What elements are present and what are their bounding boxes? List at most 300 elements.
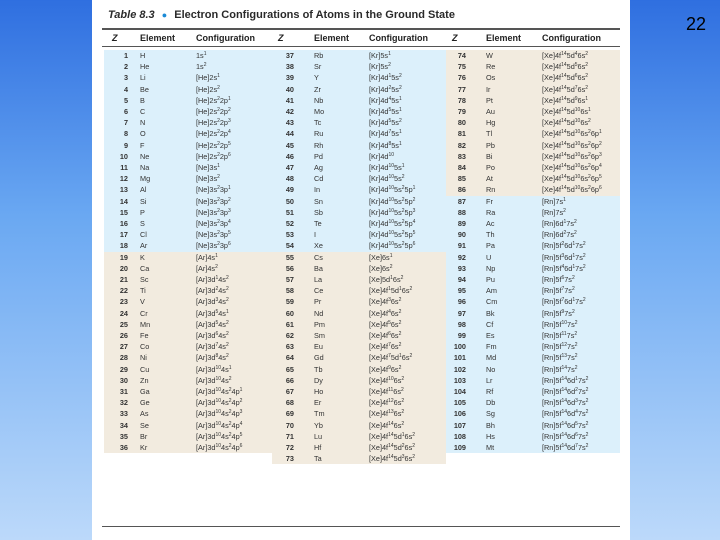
atomic-number: 46 xyxy=(285,151,294,161)
table-row xyxy=(92,95,630,106)
element-symbol: Te xyxy=(314,219,322,228)
element-symbol: Hf xyxy=(314,443,322,452)
atomic-number: 44 xyxy=(285,129,294,139)
element-symbol: Ho xyxy=(314,387,324,396)
element-symbol: Se xyxy=(140,420,149,430)
atomic-number: 94 xyxy=(457,275,466,284)
atomic-number: 97 xyxy=(457,308,466,318)
electron-configuration: $[Xe]4f^{14}6s^2$ xyxy=(369,420,405,430)
element-symbol: Sg xyxy=(486,409,495,419)
element-symbol: V xyxy=(140,297,145,307)
element-symbol: Ce xyxy=(314,286,324,296)
electron-configuration: $[Xe]4f^{14}5d^96s^1$ xyxy=(542,95,589,105)
electron-configuration: $[Ar]3d^84s^2$ xyxy=(196,353,229,363)
element-symbol: Sc xyxy=(140,275,149,284)
bottom-rule xyxy=(102,526,620,527)
electron-configuration: $[Rn]5f^{14}6d^57s^2$ xyxy=(542,420,589,430)
element-symbol: As xyxy=(140,409,149,419)
element-symbol: Xe xyxy=(314,241,323,251)
table-row xyxy=(92,229,630,240)
element-symbol: Hs xyxy=(486,431,495,441)
element-symbol: Er xyxy=(314,398,322,408)
element-symbol: Po xyxy=(486,163,495,172)
electron-configuration: $[Rn]7s^2$ xyxy=(542,207,566,217)
atomic-number: 81 xyxy=(457,129,466,139)
element-symbol: Fm xyxy=(486,342,497,352)
element-symbol: Pu xyxy=(486,275,495,284)
electron-configuration: $[Rn]6d^27s^2$ xyxy=(542,230,577,240)
atomic-number: 103 xyxy=(453,375,466,385)
element-symbol: In xyxy=(314,185,321,195)
atomic-number: 86 xyxy=(457,185,466,195)
electron-configuration: $[Xe]4f^75d^16s^2$ xyxy=(369,353,413,363)
table-row xyxy=(92,397,630,408)
electron-configuration: $1s^2$ xyxy=(196,62,207,72)
electron-configuration: $[Xe]4f^15d^16s^2$ xyxy=(369,286,413,296)
atomic-number: 39 xyxy=(285,73,294,83)
element-symbol: Kr xyxy=(140,443,148,452)
atomic-number: 12 xyxy=(119,174,128,184)
element-symbol: Bh xyxy=(486,420,495,430)
electron-configuration: $[Rn]5f^{14}6d^37s^2$ xyxy=(542,398,589,408)
table-row xyxy=(92,308,630,319)
atomic-number: 5 xyxy=(123,95,128,105)
electron-configuration: $1s^1$ xyxy=(196,51,207,60)
electron-configuration: $[Ar]3d^54s^1$ xyxy=(196,308,229,318)
atomic-number: 52 xyxy=(285,219,294,228)
electron-configuration: $[Xe]4f^96s^2$ xyxy=(369,364,402,374)
element-symbol: Sm xyxy=(314,331,325,340)
element-symbol: I xyxy=(314,230,317,240)
atomic-number: 37 xyxy=(285,51,294,60)
electron-configuration: $[Ar]3d^{10}4s^24p^3$ xyxy=(196,409,243,419)
electron-configuration: $[Kr]4d^45s^1$ xyxy=(369,95,402,105)
atomic-number: 70 xyxy=(285,420,294,430)
atomic-number: 60 xyxy=(285,308,294,318)
element-symbol: W xyxy=(486,51,493,60)
element-symbol: Ru xyxy=(314,129,324,139)
atomic-number: 85 xyxy=(457,174,466,184)
element-symbol: Rb xyxy=(314,51,324,60)
element-symbol: Sb xyxy=(314,207,323,217)
element-symbol: Mo xyxy=(314,107,325,116)
element-symbol: Np xyxy=(486,263,496,273)
electron-configuration: $[Ar]3d^54s^2$ xyxy=(196,319,229,329)
atomic-number: 107 xyxy=(453,420,466,430)
electron-configuration: $[Rn]5f^{13}7s^2$ xyxy=(542,353,578,363)
table-title xyxy=(108,9,455,25)
element-symbol: Ti xyxy=(140,286,146,296)
electron-configuration: $[He]2s^22p^5$ xyxy=(196,140,231,150)
atomic-number: 28 xyxy=(119,353,128,363)
element-symbol: Sn xyxy=(314,196,323,206)
electron-configuration: $[Xe]4f^{14}5d^{10}6s^26p^1$ xyxy=(542,129,602,139)
atomic-number: 6 xyxy=(123,107,128,116)
table-row xyxy=(92,375,630,386)
electron-configuration: $[Ar]3d^{10}4s^24p^1$ xyxy=(196,387,243,396)
table-row xyxy=(92,420,630,431)
electron-configuration: $[Xe]4f^{14}5d^36s^2$ xyxy=(369,454,416,464)
electron-configuration: $[Ne]3s^1$ xyxy=(196,163,220,172)
atomic-number: 93 xyxy=(457,263,466,273)
element-symbol: Md xyxy=(486,353,497,363)
electron-configuration: $[Kr]5s^1$ xyxy=(369,51,391,60)
element-symbol: H xyxy=(140,51,146,60)
table-row xyxy=(92,184,630,195)
atomic-number: 27 xyxy=(119,342,128,352)
atomic-number: 41 xyxy=(285,95,294,105)
atomic-number: 29 xyxy=(119,364,128,374)
atomic-number: 62 xyxy=(285,331,294,340)
table-row xyxy=(92,173,630,184)
table-row xyxy=(92,386,630,397)
atomic-number: 31 xyxy=(119,387,128,396)
element-symbol: P xyxy=(140,207,145,217)
atomic-number: 26 xyxy=(119,331,128,340)
electron-configuration: $[Ar]3d^14s^2$ xyxy=(196,275,229,284)
atomic-number: 109 xyxy=(453,443,466,452)
table-row xyxy=(92,442,630,453)
element-symbol: Au xyxy=(486,107,495,116)
atomic-number: 59 xyxy=(285,297,294,307)
electron-configuration: $[Rn]6d^17s^2$ xyxy=(542,219,577,228)
electron-configuration: $[Kr]4d^{10}$ xyxy=(369,151,395,161)
element-symbol: Hg xyxy=(486,118,496,128)
electron-configuration: $[Ne]3s^23p^4$ xyxy=(196,219,231,228)
atomic-number: 74 xyxy=(457,51,466,60)
electron-configuration: $[Ar]3d^{10}4s^1$ xyxy=(196,364,232,374)
electron-configuration: $[Ne]3s^23p^2$ xyxy=(196,196,231,206)
electron-configuration: $[Xe]4f^{11}6s^2$ xyxy=(369,387,404,396)
atomic-number: 19 xyxy=(119,252,128,262)
table-row xyxy=(92,319,630,330)
electron-configuration: $[Xe]4f^{14}5d^{10}6s^26p^6$ xyxy=(542,185,602,195)
atomic-number: 66 xyxy=(285,375,294,385)
element-symbol: Lr xyxy=(486,375,493,385)
element-symbol: Zn xyxy=(140,375,149,385)
col2-element-header: Element xyxy=(314,33,350,43)
atomic-number: 104 xyxy=(453,387,466,396)
electron-configuration: $[Rn]5f^{12}7s^2$ xyxy=(542,342,578,352)
atomic-number: 91 xyxy=(457,241,466,251)
atomic-number: 96 xyxy=(457,297,466,307)
electron-configuration: $[Ar]3d^{10}4s^24p^2$ xyxy=(196,398,243,408)
element-symbol: Tc xyxy=(314,118,322,128)
header-rule xyxy=(102,46,620,47)
electron-configuration: $[Rn]5f^{14}6d^67s^2$ xyxy=(542,431,589,441)
atomic-number: 102 xyxy=(453,364,466,374)
atomic-number: 43 xyxy=(285,118,294,128)
electron-configuration: $[He]2s^22p^6$ xyxy=(196,151,231,161)
electron-configuration: $[Rn]5f^{14}6d^27s^2$ xyxy=(542,387,589,396)
table-row xyxy=(92,162,630,173)
electron-configuration: $[Xe]4f^{10}6s^2$ xyxy=(369,375,405,385)
col3-element-header: Element xyxy=(486,33,522,43)
electron-configuration: $[Xe]4f^36s^2$ xyxy=(369,297,402,307)
element-symbol: Cf xyxy=(486,319,494,329)
element-symbol: Rn xyxy=(486,185,496,195)
atomic-number: 101 xyxy=(453,353,466,363)
atomic-number: 8 xyxy=(123,129,128,139)
atomic-number: 54 xyxy=(285,241,294,251)
element-symbol: Es xyxy=(486,331,495,340)
element-symbol: Ne xyxy=(140,151,150,161)
element-symbol: Sr xyxy=(314,62,322,72)
element-symbol: Ni xyxy=(140,353,147,363)
element-symbol: Tm xyxy=(314,409,325,419)
electron-configuration: $[Kr]4d^55s^1$ xyxy=(369,107,402,116)
element-symbol: Th xyxy=(486,230,495,240)
element-symbol: Al xyxy=(140,185,147,195)
electron-configuration: $[Rn]5f^46d^17s^2$ xyxy=(542,263,586,273)
atomic-number: 69 xyxy=(285,409,294,419)
atomic-number: 32 xyxy=(119,398,128,408)
element-symbol: Li xyxy=(140,73,146,83)
electron-configuration: $[Kr]4d^15s^2$ xyxy=(369,73,402,83)
atomic-number: 22 xyxy=(119,286,128,296)
electron-configuration: $[He]2s^22p^4$ xyxy=(196,129,231,139)
element-symbol: F xyxy=(140,140,145,150)
element-symbol: Yb xyxy=(314,420,323,430)
electron-configuration: $[Rn]5f^{14}6d^77s^2$ xyxy=(542,443,589,452)
electron-configuration: $[Rn]5f^67s^2$ xyxy=(542,275,575,284)
electron-configuration: $[Xe]4f^{14}5d^{10}6s^26p^2$ xyxy=(542,140,602,150)
electron-configuration: $[Xe]4f^{12}6s^2$ xyxy=(369,398,405,408)
element-symbol: Br xyxy=(140,431,148,441)
electron-configuration: $[Rn]5f^26d^17s^2$ xyxy=(542,241,586,251)
electron-configuration: $[Ne]3s^2$ xyxy=(196,174,220,184)
electron-configuration: $[Ar]4s^2$ xyxy=(196,263,218,273)
atomic-number: 105 xyxy=(453,398,466,408)
atomic-number: 20 xyxy=(119,263,128,273)
atomic-number: 57 xyxy=(285,275,294,284)
element-symbol: Pm xyxy=(314,319,325,329)
electron-configuration: $[Xe]4f^{14}5d^{10}6s^1$ xyxy=(542,107,591,116)
electron-configuration: $[Rn]5f^{14}6d^17s^2$ xyxy=(542,375,589,385)
electron-configuration-table xyxy=(92,0,630,540)
electron-configuration: $[Ar]3d^{10}4s^24p^6$ xyxy=(196,443,243,452)
atomic-number: 83 xyxy=(457,151,466,161)
electron-configuration: $[Xe]4f^{14}5d^46s^2$ xyxy=(542,51,589,60)
atomic-number: 90 xyxy=(457,230,466,240)
table-row xyxy=(92,128,630,139)
electron-configuration: $[Kr]4d^75s^1$ xyxy=(369,129,402,139)
table-row xyxy=(92,106,630,117)
element-symbol: Rh xyxy=(314,140,324,150)
electron-configuration: $[Ne]3s^23p^5$ xyxy=(196,230,231,240)
table-row xyxy=(92,50,630,61)
electron-configuration: $[Xe]4f^{14}5d^76s^2$ xyxy=(542,84,589,94)
table-row xyxy=(92,151,630,162)
element-symbol: K xyxy=(140,252,145,262)
element-symbol: Am xyxy=(486,286,497,296)
electron-configuration: $[Xe]4f^{14}5d^{10}6s^26p^5$ xyxy=(542,174,602,184)
atomic-number: 99 xyxy=(457,331,466,340)
table-number: Table 8.3 xyxy=(108,9,155,21)
atomic-number: 3 xyxy=(123,73,128,83)
element-symbol: U xyxy=(486,252,492,262)
table-row xyxy=(92,196,630,207)
col1-configuration-header: Configuration xyxy=(196,33,255,43)
atomic-number: 55 xyxy=(285,252,294,262)
element-symbol: Ta xyxy=(314,454,322,464)
atomic-number: 11 xyxy=(120,163,128,172)
atomic-number: 35 xyxy=(119,431,128,441)
atomic-number: 47 xyxy=(285,163,294,172)
atomic-number: 21 xyxy=(119,275,128,284)
element-symbol: Bk xyxy=(486,308,495,318)
atomic-number: 87 xyxy=(457,196,466,206)
col2-z-header: Z xyxy=(278,33,284,43)
atomic-number: 38 xyxy=(285,62,294,72)
electron-configuration: $[Xe]6s^1$ xyxy=(369,252,393,262)
element-symbol: La xyxy=(314,275,323,284)
atomic-number: 61 xyxy=(285,319,294,329)
atomic-number: 84 xyxy=(457,163,466,172)
atomic-number: 2 xyxy=(123,62,128,72)
element-symbol: Co xyxy=(140,342,150,352)
atomic-number: 72 xyxy=(285,443,294,452)
electron-configuration: $[Xe]4f^{14}5d^56s^2$ xyxy=(542,62,589,72)
element-symbol: Cs xyxy=(314,252,323,262)
element-symbol: Pa xyxy=(486,241,495,251)
element-symbol: Cd xyxy=(314,174,324,184)
atomic-number: 7 xyxy=(123,118,128,128)
element-symbol: Tb xyxy=(314,364,323,374)
table-row xyxy=(92,252,630,263)
element-symbol: Ba xyxy=(314,263,323,273)
electron-configuration: $[Ar]3d^{10}4s^24p^4$ xyxy=(196,420,243,430)
electron-configuration: $[Rn]5f^{14}6d^47s^2$ xyxy=(542,409,589,419)
electron-configuration: $[Ar]3d^{10}4s^2$ xyxy=(196,375,232,385)
atomic-number: 51 xyxy=(285,207,294,217)
element-symbol: Ir xyxy=(486,84,491,94)
electron-configuration: $[Ne]3s^23p^1$ xyxy=(196,185,231,195)
element-symbol: Ge xyxy=(140,398,150,408)
electron-configuration: $[Xe]4f^{14}5d^26s^2$ xyxy=(369,443,416,452)
element-symbol: C xyxy=(140,107,146,116)
electron-configuration: $[Ne]3s^23p^3$ xyxy=(196,207,231,217)
element-symbol: Mg xyxy=(140,174,151,184)
table-row xyxy=(92,453,630,464)
table-row xyxy=(92,207,630,218)
atomic-number: 4 xyxy=(123,84,128,94)
element-symbol: Na xyxy=(140,163,150,172)
electron-configuration: $[Rn]5f^97s^2$ xyxy=(542,308,575,318)
atomic-number: 63 xyxy=(285,342,294,352)
atomic-number: 14 xyxy=(119,196,128,206)
element-symbol: Pt xyxy=(486,95,493,105)
element-symbol: No xyxy=(486,364,496,374)
element-symbol: Tl xyxy=(486,129,493,139)
element-symbol: N xyxy=(140,118,146,128)
electron-configuration: $[Xe]4f^{14}5d^{10}6s^2$ xyxy=(542,118,591,128)
electron-configuration: $[Ar]3d^34s^2$ xyxy=(196,297,229,307)
atomic-number: 17 xyxy=(119,230,128,240)
element-symbol: Gd xyxy=(314,353,324,363)
element-symbol: Be xyxy=(140,84,149,94)
electron-configuration: $[Xe]4f^{14}5d^{10}6s^26p^4$ xyxy=(542,163,602,172)
element-symbol: O xyxy=(140,129,146,139)
atomic-number: 73 xyxy=(285,454,294,464)
element-symbol: S xyxy=(140,219,145,228)
atomic-number: 108 xyxy=(453,431,466,441)
electron-configuration: $[Kr]4d^25s^2$ xyxy=(369,84,402,94)
element-symbol: Rf xyxy=(486,387,494,396)
element-symbol: Re xyxy=(486,62,496,72)
element-symbol: Ag xyxy=(314,163,323,172)
electron-configuration: $[He]2s^22p^3$ xyxy=(196,118,231,128)
element-symbol: Pr xyxy=(314,297,322,307)
atomic-number: 88 xyxy=(457,207,466,217)
electron-configuration: $[Xe]4f^{14}5d^16s^2$ xyxy=(369,431,416,441)
table-row xyxy=(92,341,630,352)
electron-configuration: $[Xe]4f^{14}5d^66s^2$ xyxy=(542,73,589,83)
atomic-number: 36 xyxy=(119,443,128,452)
atomic-number: 65 xyxy=(285,364,294,374)
atomic-number: 56 xyxy=(285,263,294,273)
atomic-number: 53 xyxy=(285,230,294,240)
atomic-number: 15 xyxy=(119,207,128,217)
table-row xyxy=(92,431,630,442)
atomic-number: 18 xyxy=(119,241,128,251)
atomic-number: 75 xyxy=(457,62,466,72)
electron-configuration: $[Rn]5f^{10}7s^2$ xyxy=(542,319,578,329)
atomic-number: 42 xyxy=(285,107,294,116)
atomic-number: 80 xyxy=(457,118,466,128)
table-row xyxy=(92,408,630,419)
electron-configuration: $[Kr]4d^55s^2$ xyxy=(369,118,402,128)
atomic-number: 78 xyxy=(457,95,466,105)
electron-configuration: $[Kr]4d^{10}5s^25p^3$ xyxy=(369,207,416,217)
atomic-number: 79 xyxy=(457,107,466,116)
electron-configuration: $[Rn]5f^76d^17s^2$ xyxy=(542,297,586,307)
element-symbol: Si xyxy=(140,196,147,206)
atomic-number: 16 xyxy=(119,219,128,228)
atomic-number: 58 xyxy=(285,286,294,296)
element-symbol: Ar xyxy=(140,241,148,251)
table-row xyxy=(92,84,630,95)
atomic-number: 92 xyxy=(457,252,466,262)
col1-z-header: Z xyxy=(112,33,118,43)
atomic-number: 9 xyxy=(123,140,128,150)
col3-z-header: Z xyxy=(452,33,458,43)
atomic-number: 95 xyxy=(457,286,466,296)
atomic-number: 68 xyxy=(285,398,294,408)
table-title-text: Electron Configurations of Atoms in the Ground State xyxy=(174,9,455,21)
atomic-number: 106 xyxy=(453,409,466,419)
electron-configuration: $[Ar]3d^74s^2$ xyxy=(196,342,229,352)
electron-configuration: $[Rn]5f^36d^17s^2$ xyxy=(542,252,586,262)
element-symbol: Zr xyxy=(314,84,321,94)
atomic-number: 24 xyxy=(119,308,128,318)
table-row xyxy=(92,61,630,72)
element-symbol: Mt xyxy=(486,443,495,452)
electron-configuration: $[Xe]4f^76s^2$ xyxy=(369,342,402,352)
bullet-icon: ● xyxy=(161,10,168,20)
element-symbol: At xyxy=(486,174,493,184)
atomic-number: 67 xyxy=(285,387,294,396)
element-symbol: Cl xyxy=(140,230,147,240)
element-symbol: Lu xyxy=(314,431,323,441)
electron-configuration: $[Kr]4d^{10}5s^25p^2$ xyxy=(369,196,416,206)
element-symbol: Fr xyxy=(486,196,493,206)
atomic-number: 13 xyxy=(119,185,128,195)
atomic-number: 82 xyxy=(457,140,466,150)
atomic-number: 49 xyxy=(285,185,294,195)
element-symbol: Ac xyxy=(486,219,495,228)
table-row xyxy=(92,352,630,363)
